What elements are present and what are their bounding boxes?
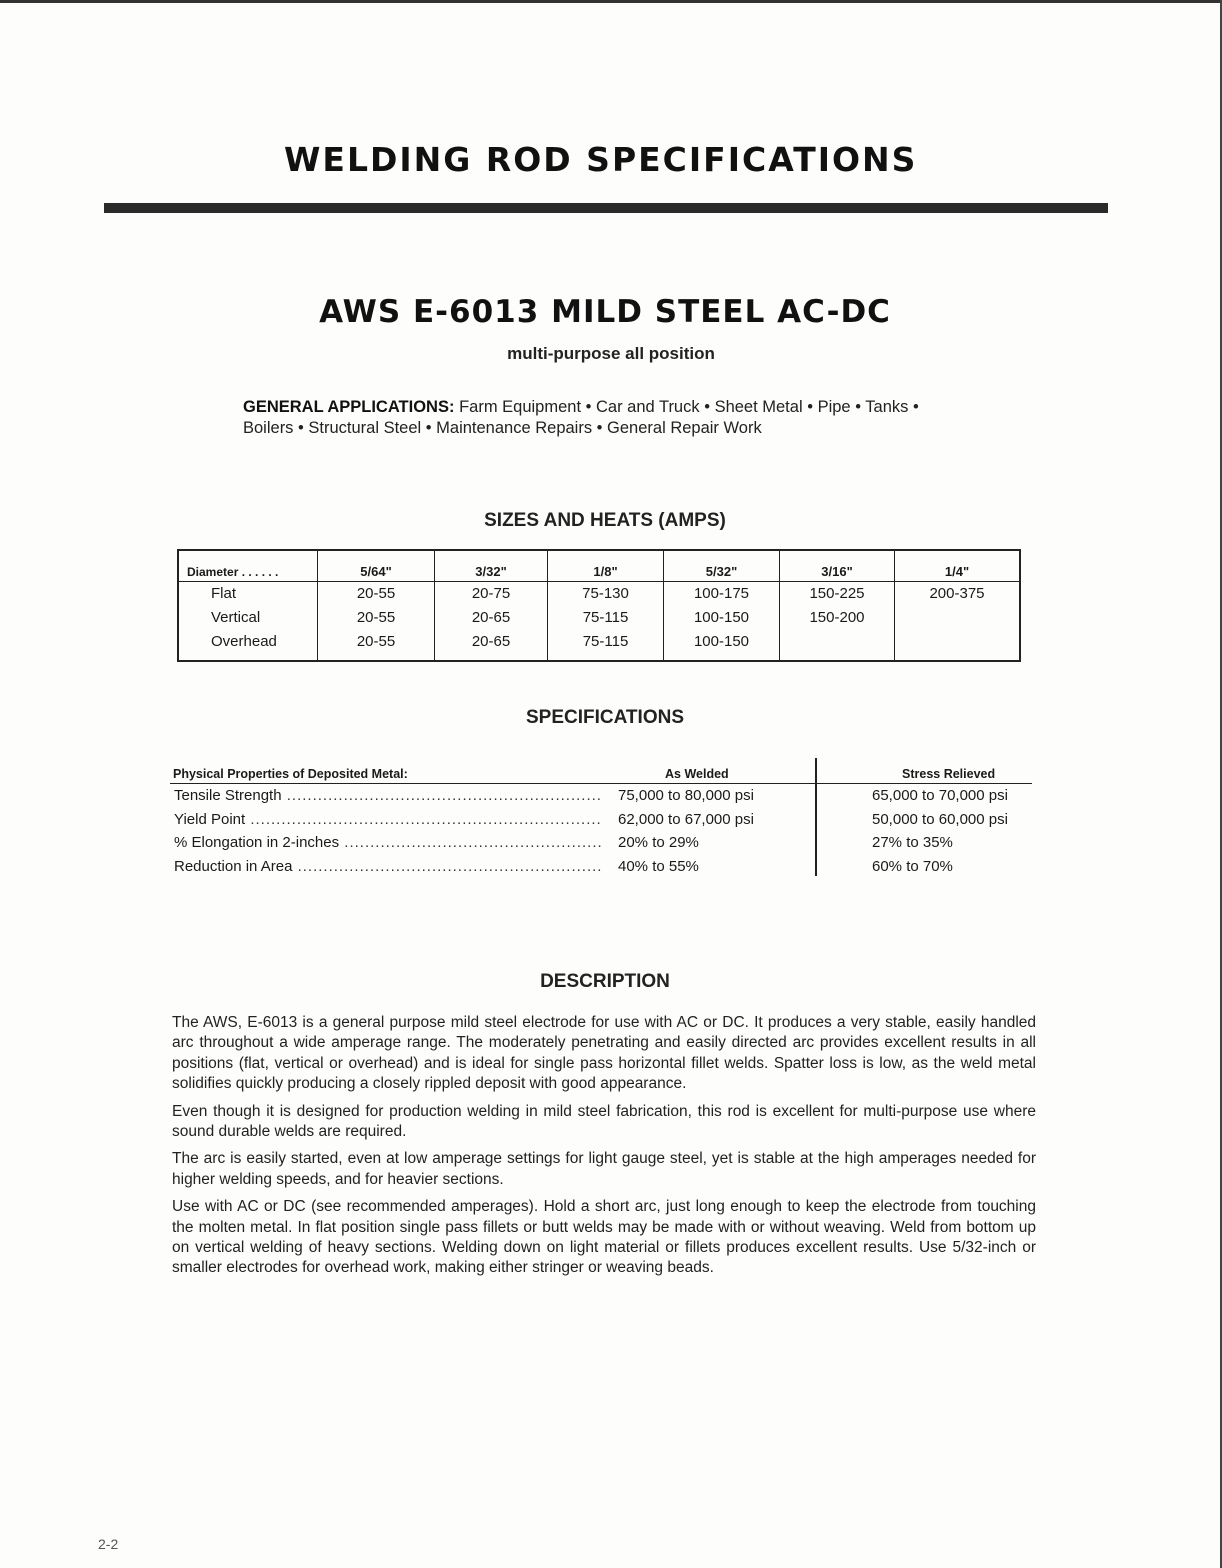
amp-range: 20-55 — [318, 582, 435, 607]
application-item: Farm Equipment — [459, 398, 582, 416]
table-row — [178, 606, 1020, 630]
bullet-icon: • — [802, 398, 818, 416]
amp-range: 20-65 — [435, 606, 548, 630]
as-welded-value: 62,000 to 67,000 psi — [618, 810, 754, 828]
general-applications — [243, 397, 973, 439]
application-item: Boilers — [243, 419, 294, 437]
amp-range: 20-65 — [435, 630, 548, 661]
position-label: Overhead — [211, 633, 277, 650]
diameter-header: 1/4" — [895, 550, 1021, 582]
spec-row — [170, 831, 1032, 855]
property-name: Tensile Strength ..... — [174, 787, 602, 804]
description-heading: DESCRIPTION — [540, 971, 670, 992]
spec-row — [170, 808, 1032, 832]
property-name: Reduction in Area ..... — [174, 858, 602, 875]
bullet-icon: • — [908, 398, 919, 416]
product-title: AWS E-6013 MILD STEEL AC-DC — [319, 294, 891, 330]
application-item: Car and Truck — [595, 398, 700, 416]
application-item: General Repair Work — [607, 419, 762, 437]
amp-range: 75-115 — [548, 606, 664, 630]
diameter-header: 5/32" — [664, 550, 780, 582]
property-name: % Elongation in 2-inches ..... — [174, 834, 602, 851]
table-row — [178, 582, 1020, 607]
title-rule — [104, 203, 1108, 213]
description-paragraph: Even though it is designed for production welding in mild steel fabrication, this rod is excellent for multi-purpose use where sound durable welds are required. — [172, 1102, 1036, 1141]
amp-range — [895, 630, 1021, 661]
application-item: Tanks — [865, 398, 909, 416]
amp-range: 100-150 — [664, 606, 780, 630]
diameter-label: Diameter . . . . . . — [178, 550, 318, 582]
amp-range: 20-55 — [318, 606, 435, 630]
spec-row — [170, 855, 1032, 879]
position-label: Flat — [211, 585, 237, 602]
description-body — [172, 1013, 1036, 1286]
spec-header-row — [170, 763, 1032, 784]
amp-range: 200-375 — [895, 582, 1021, 607]
bullet-icon: • — [421, 419, 437, 437]
as-welded-value: 20% to 29% — [618, 834, 699, 851]
stress-relieved-value: 27% to 35% — [872, 834, 953, 851]
amp-range: 20-75 — [435, 582, 548, 607]
application-item: Pipe — [817, 398, 851, 416]
position-label: Vertical — [211, 609, 261, 626]
description-paragraph: The AWS, E-6013 is a general purpose mild steel electrode for use with AC or DC. It produces a very stable, easily handled arc throughout a wide amperage range. The moderately penetrating and easily directed arc provides excellent results in all positions (flat, vertical or overhead) and is ideal for single pass horizontal fillet welds. Spatter loss is low, as the weld metal solidifies quickly producing a closely rippled deposit with good appearance. — [172, 1014, 1036, 1093]
application-item: Maintenance Repairs — [436, 419, 593, 437]
amp-range — [895, 606, 1021, 630]
description-paragraph: Use with AC or DC (see recommended amperages). Hold a short arc, just long enough to keep the electrode from touching the molten metal. In flat position single pass fillets or butt welds may be made with or without weaving. Weld from bottom up on vertical welding of heavy sections. Welding down on light material or fillets produces excellent results. Use 5/32-inch or smaller electrodes for overhead work, making either stringer or weaving beads. — [172, 1198, 1036, 1277]
diameter-header: 3/16" — [780, 550, 895, 582]
amp-range: 75-130 — [548, 582, 664, 607]
diameter-header: 3/32" — [435, 550, 548, 582]
specifications-heading: SPECIFICATIONS — [526, 707, 684, 728]
amp-range: 100-150 — [664, 630, 780, 661]
specifications-table — [170, 763, 1032, 878]
amp-range: 100-175 — [664, 582, 780, 607]
amp-range: 150-200 — [780, 606, 895, 630]
application-item: Sheet Metal — [714, 398, 803, 416]
diameter-header: 1/8" — [548, 550, 664, 582]
description-paragraph: The arc is easily started, even at low amperage settings for light gauge steel, yet is stable at the high amperages needed for higher welding speeds, and for heavier sections. — [172, 1150, 1036, 1188]
table-row — [178, 630, 1020, 661]
stress-relieved-header: Stress Relieved — [902, 767, 996, 781]
as-welded-value: 75,000 to 80,000 psi — [618, 787, 754, 804]
amp-range: 75-115 — [548, 630, 664, 661]
application-item: Structural Steel — [308, 419, 422, 437]
amp-range: 20-55 — [318, 630, 435, 661]
amp-range — [780, 630, 895, 661]
bullet-icon: • — [581, 398, 596, 416]
stress-relieved-value: 65,000 to 70,000 psi — [872, 787, 1008, 804]
amp-range: 150-225 — [780, 582, 895, 607]
property-header: Physical Properties of Deposited Metal: — [173, 767, 408, 781]
page-number: 2-2 — [98, 1536, 119, 1552]
as-welded-value: 40% to 55% — [618, 857, 699, 875]
spec-row — [170, 784, 1032, 808]
as-welded-header: As Welded — [665, 767, 729, 781]
product-subtitle: multi-purpose all position — [507, 344, 715, 363]
bullet-icon: • — [293, 419, 309, 437]
stress-relieved-value: 60% to 70% — [872, 857, 953, 875]
page-title: WELDING ROD SPECIFICATIONS — [284, 140, 918, 179]
sizes-heats-heading: SIZES AND HEATS (AMPS) — [484, 510, 726, 531]
sizes-heats-table — [177, 549, 1021, 662]
diameter-header: 5/64" — [318, 550, 435, 582]
bullet-icon: • — [850, 398, 866, 416]
property-name: Yield Point ..... — [174, 811, 602, 828]
applications-label: GENERAL APPLICATIONS: — [243, 398, 455, 416]
bullet-icon: • — [699, 398, 715, 416]
table-header-row — [178, 550, 1020, 582]
page-top-border — [0, 0, 1222, 3]
bullet-icon: • — [592, 419, 608, 437]
stress-relieved-value: 50,000 to 60,000 psi — [872, 810, 1008, 828]
